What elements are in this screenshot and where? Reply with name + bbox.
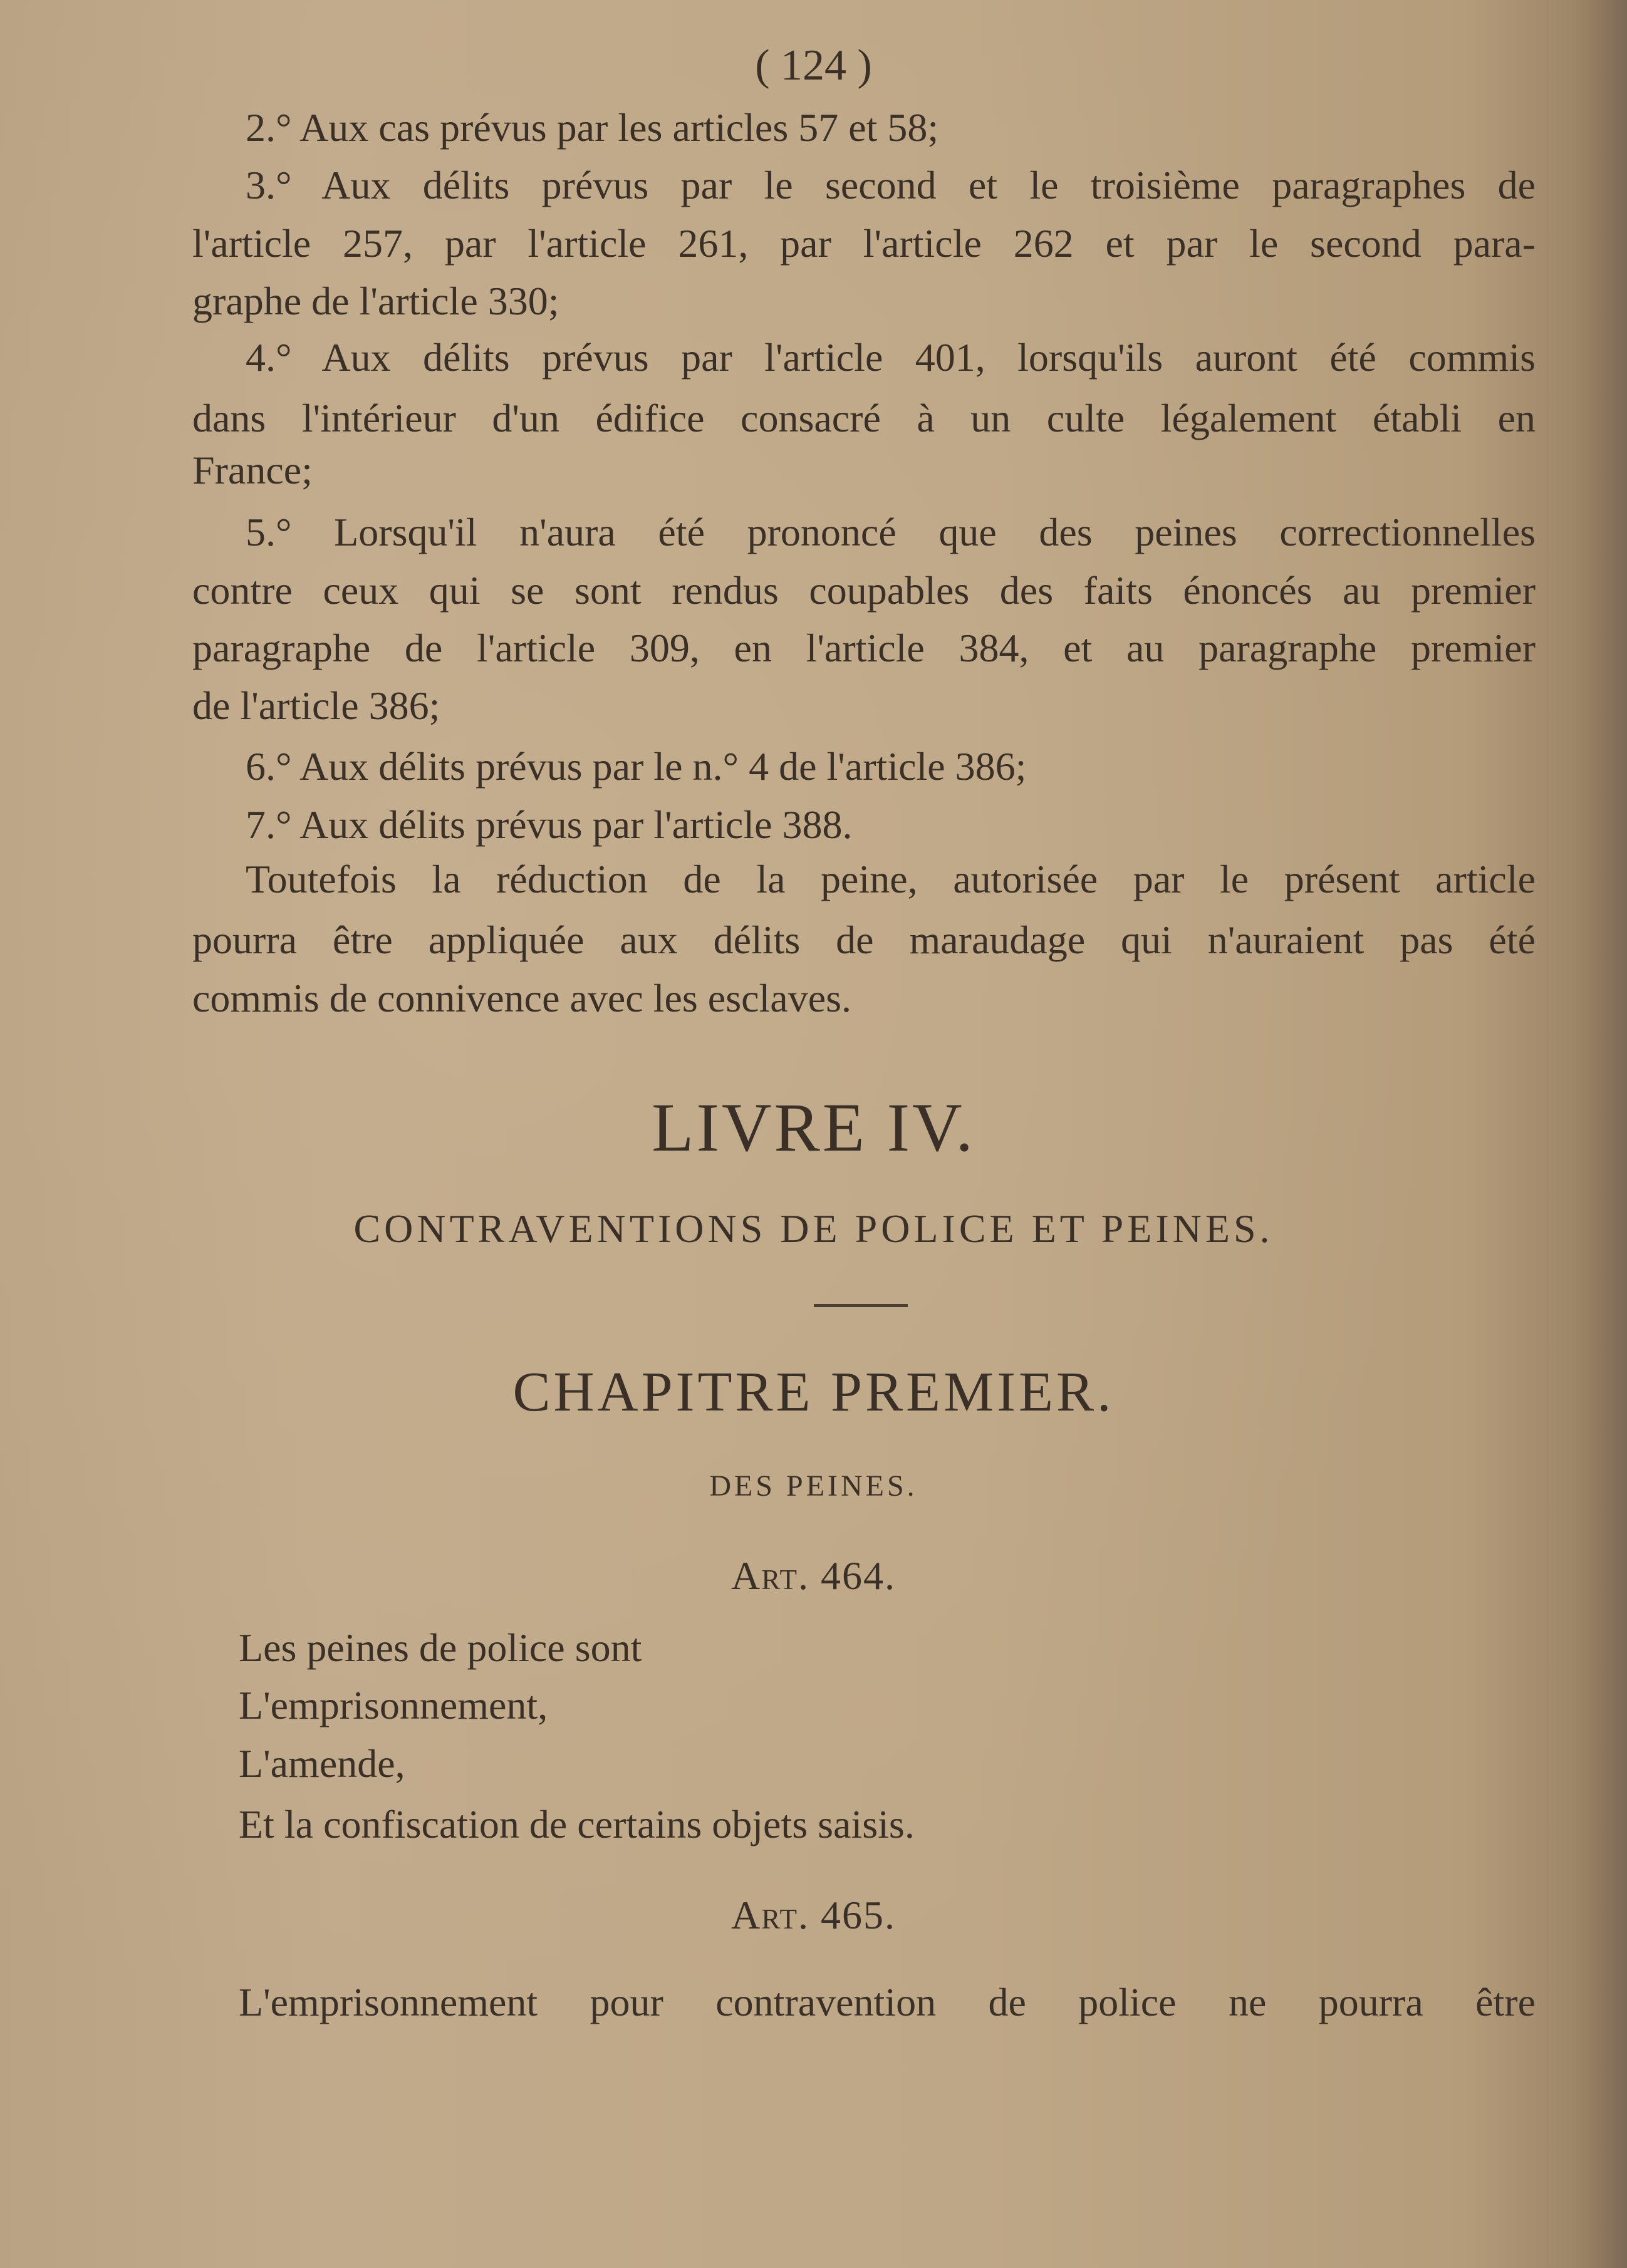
text-line: l'article 257, par l'article 261, par l'article 262 et par le second para- xyxy=(192,221,1536,266)
livre-subtitle: CONTRAVENTIONS DE POLICE ET PEINES. xyxy=(353,1206,1274,1251)
text-line: commis de connivence avec les esclaves. xyxy=(192,976,851,1020)
text-line: Toutefois la réduction de la peine, autorisée par le présent article xyxy=(246,857,1536,901)
text-line: 4.° Aux délits prévus par l'article 401, lorsqu'ils auront été commis xyxy=(246,335,1536,380)
text-line: contre ceux qui se sont rendus coupables des faits énoncés au premier xyxy=(192,568,1536,613)
text-line: L'amende, xyxy=(239,1741,405,1786)
text-line: 2.° Aux cas prévus par les articles 57 et 58; xyxy=(246,105,939,150)
text-line: paragraphe de l'article 309, en l'article 384, et au paragraphe premier xyxy=(192,626,1536,670)
text-line: graphe de l'article 330; xyxy=(192,279,559,323)
text-line: pourra être appliquée aux délits de maraudage qui n'auraient pas été xyxy=(192,918,1536,962)
text-line: dans l'intérieur d'un édifice consacré à un culte légalement établi en xyxy=(192,396,1536,440)
section-divider xyxy=(814,1304,908,1307)
text-line: 7.° Aux délits prévus par l'article 388. xyxy=(246,802,853,847)
article-heading: Art. 464. xyxy=(730,1553,897,1598)
text-line: 3.° Aux délits prévus par le second et le troisième paragraphes de xyxy=(246,163,1536,207)
text-line: de l'article 386; xyxy=(192,683,440,728)
article-heading: Art. 465. xyxy=(730,1893,897,1937)
text-line: L'emprisonnement, xyxy=(239,1683,548,1727)
text-line: Les peines de police sont xyxy=(239,1625,642,1670)
text-line: Et la confiscation de certains objets saisis. xyxy=(239,1802,915,1846)
livre-title: LIVRE IV. xyxy=(652,1089,975,1166)
text-line: 6.° Aux délits prévus par le n.° 4 de l'article 386; xyxy=(246,744,1027,789)
text-line: France; xyxy=(192,448,313,492)
text-line: L'emprisonnement pour contravention de police ne pourra être xyxy=(239,1980,1536,2024)
page-number: ( 124 ) xyxy=(755,41,872,90)
chapter-title: CHAPITRE PREMIER. xyxy=(512,1361,1115,1423)
chapter-subtitle: DES PEINES. xyxy=(709,1469,918,1503)
text-line: 5.° Lorsqu'il n'aura été prononcé que des peines correctionnelles xyxy=(246,510,1536,554)
